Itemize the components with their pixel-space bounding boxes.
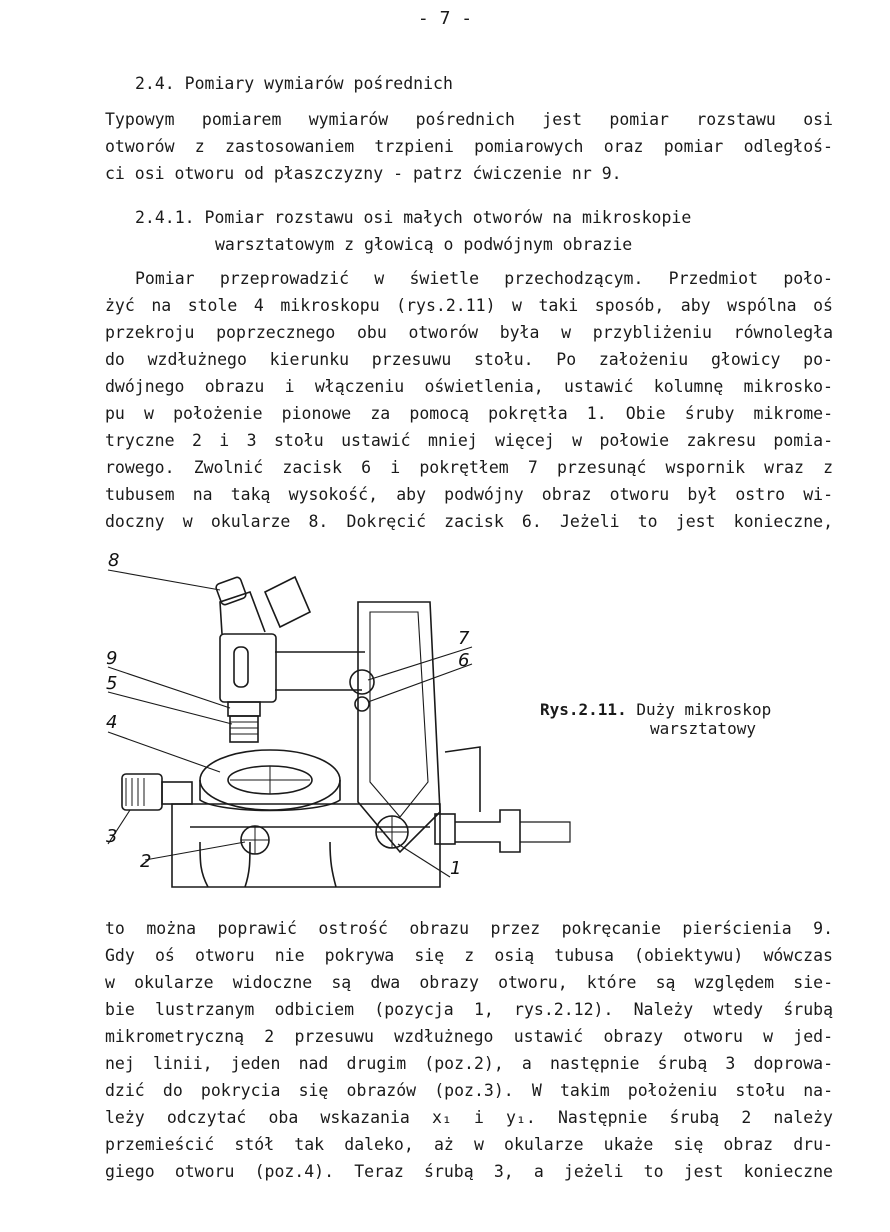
para1-line-9: tubusem na taką wysokość, aby podwójny obraz otworu był ostro wi- bbox=[105, 485, 833, 504]
leader-4 bbox=[108, 732, 220, 772]
para2-line-6: nej linii, jeden nad drugim (poz.2), a następnie śrubą 3 doprowa- bbox=[105, 1054, 833, 1073]
para1-line-4: do wzdłużnego kierunku przesuwu stołu. Po założeniu głowicy po- bbox=[105, 350, 833, 369]
label-8: 8 bbox=[108, 552, 120, 571]
subsection-heading-line-1: 2.4.1. Pomiar rozstawu osi małych otworów na mikroskopie bbox=[135, 208, 692, 227]
tube-slot bbox=[234, 647, 248, 687]
page-number: - 7 - bbox=[417, 8, 473, 29]
para2-line-5: mikrometryczną 2 przesuwu wzdłużnego ustawić obrazy otworu w jed- bbox=[105, 1027, 833, 1046]
para2-line-4: bie lustrzanym odbiciem (pozycja 1, rys.2.12). Należy wtedy śrubą bbox=[105, 1000, 833, 1019]
caption-line-2: warsztatowy bbox=[650, 719, 756, 738]
para1-line-1: Pomiar przeprowadzić w świetle przechodzącym. Przedmiot poło- bbox=[135, 269, 833, 288]
para1-line-10: doczny w okularze 8. Dokręcić zacisk 6. Jeżeli to jest konieczne, bbox=[105, 512, 833, 531]
para2-line-2: Gdy oś otworu nie pokrywa się z osią tubusa (obiektywu) wówczas bbox=[105, 946, 833, 965]
para2-line-8: leży odczytać oba wskazania x₁ i y₁. Następnie śrubą 2 należy bbox=[105, 1108, 833, 1127]
leader-1 bbox=[398, 844, 450, 877]
label-4: 4 bbox=[106, 712, 118, 733]
para1-line-7: tryczne 2 i 3 stołu ustawić mniej więcej w połowie zakresu pomia- bbox=[105, 431, 833, 450]
para2-line-1: to można poprawić ostrość obrazu przez pokręcanie pierścienia 9. bbox=[105, 919, 833, 938]
side-arm bbox=[445, 747, 480, 812]
label-9: 9 bbox=[106, 648, 118, 669]
para1-line-2: żyć na stole 4 mikroskopu (rys.2.11) w taki sposób, aby wspólna oś bbox=[105, 296, 833, 315]
caption-line-1: Duży mikroskop bbox=[636, 700, 772, 719]
leader-8 bbox=[108, 570, 220, 590]
objective-5 bbox=[230, 716, 258, 742]
para2-line-9: przemieścić stół tak daleko, aż w okularze ukaże się obraz dru- bbox=[105, 1135, 833, 1154]
column-inner bbox=[370, 612, 428, 817]
para2-line-10: giego otworu (poz.4). Teraz śrubą 3, a jeżeli to jest konieczne bbox=[105, 1162, 833, 1181]
label-7: 7 bbox=[458, 628, 470, 649]
illuminator-cable bbox=[520, 822, 570, 842]
illuminator-housing bbox=[455, 810, 520, 852]
intro-line-2: otworów z zastosowaniem trzpieni pomiarowych oraz pomiar odległoś- bbox=[105, 137, 833, 156]
objective-knurl bbox=[230, 722, 258, 734]
microscope-figure bbox=[100, 552, 580, 907]
ring-9 bbox=[228, 702, 260, 716]
leader-6 bbox=[368, 664, 472, 702]
para1-line-6: pu w położenie pionowe za pomocą pokrętła 1. Obie śruby mikrome- bbox=[105, 404, 833, 423]
intro-line-1: Typowym pomiarem wymiarów pośrednich jest pomiar rozstawu osi bbox=[105, 110, 833, 129]
label-1: 1 bbox=[450, 858, 462, 879]
illuminator-ring bbox=[435, 814, 455, 844]
para2-line-3: w okularze widoczne są dwa obrazy otworu, które są względem sie- bbox=[105, 973, 833, 992]
micrometer-screw-3 bbox=[122, 774, 162, 810]
label-3: 3 bbox=[106, 826, 118, 847]
para1-line-3: przekroju poprzecznego obu otworów była w przybliżeniu równoległa bbox=[105, 323, 833, 342]
double-image-head bbox=[265, 577, 310, 627]
subsection-heading-line-2: warsztatowym z głowicą o podwójnym obrazie bbox=[215, 235, 633, 254]
label-6: 6 bbox=[458, 650, 470, 671]
leader-2 bbox=[145, 842, 245, 860]
para1-line-5: dwójnego obrazu i włączeniu oświetlenia, ustawić kolumnę mikrosko- bbox=[105, 377, 833, 396]
para1-line-8: rowego. Zwolnić zacisk 6 i pokrętłem 7 przesunąć wspornik wraz z bbox=[105, 458, 833, 477]
section-heading: 2.4. Pomiary wymiarów pośrednich bbox=[135, 74, 453, 93]
micrometer-sleeve bbox=[162, 782, 192, 804]
leader-5 bbox=[108, 692, 232, 724]
label-5: 5 bbox=[106, 673, 118, 694]
intro-line-3: ci osi otworu od płaszczyzny - patrz ćwiczenie nr 9. bbox=[105, 164, 622, 183]
bracket-arm bbox=[275, 652, 365, 690]
base-feet bbox=[200, 842, 336, 887]
leader-9 bbox=[108, 667, 230, 708]
caption-label: Rys.2.11. bbox=[540, 700, 627, 719]
figure-caption bbox=[540, 700, 771, 719]
micrometer-knurl bbox=[126, 778, 144, 806]
para2-line-7: dzić do pokrycia się obrazów (poz.3). W takim położeniu stołu na- bbox=[105, 1081, 833, 1100]
clamp-6 bbox=[355, 697, 369, 711]
label-2: 2 bbox=[140, 851, 152, 872]
